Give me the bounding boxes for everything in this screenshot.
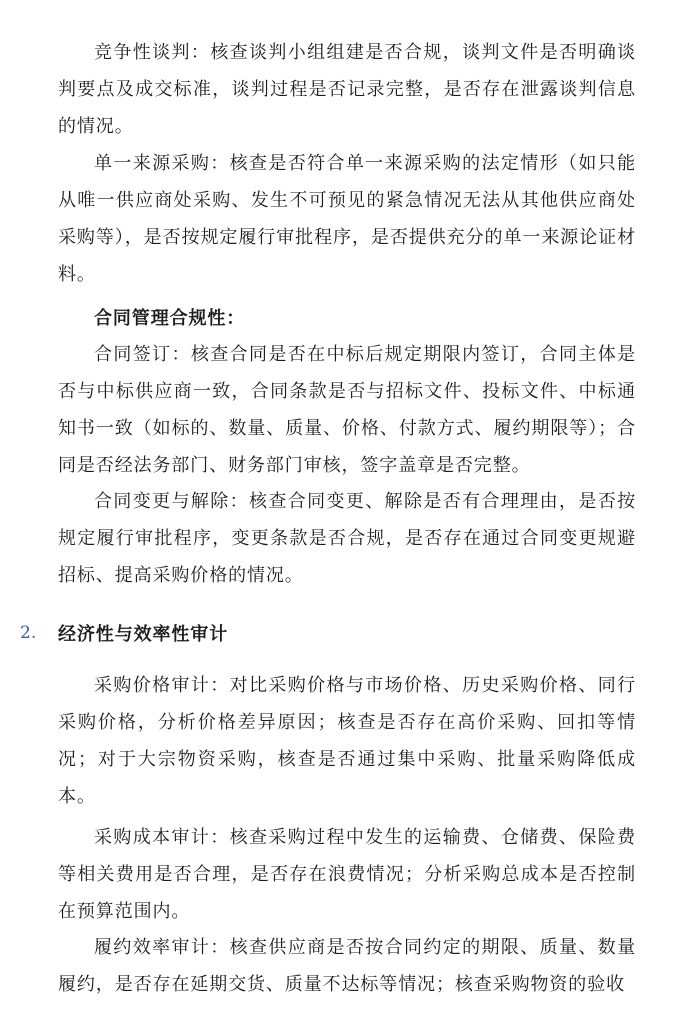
paragraph-contract-signing: 合同签订：核查合同是否在中标后规定期限内签订，合同主体是否与中标供应商一致，合同条款是否与招标文件、投标文件、中标通知书一致（如标的、数量、质量、价格、付款方式、履约期限等）；合同是否经法务部门、财务部门审核，签字盖章是否完整。: [58, 344, 636, 476]
contract-compliance-heading: 合同管理合规性：: [94, 308, 246, 329]
section-title: 经济性与效率性审计: [58, 623, 229, 645]
paragraph-cost-audit: 采购成本审计：核查采购过程中发生的运输费、仓储费、保险费等相关费用是否合理，是否存在浪费情况；分析采购总成本是否控制在预算范围内。: [58, 827, 636, 922]
section-number: 2.: [20, 622, 37, 643]
section-heading: [20, 614, 228, 651]
paragraph-single-source: 单一来源采购：核查是否符合单一来源采购的法定情形（如只能从唯一供应商处采购、发生不可预见的紧急情况无法从其他供应商处采购等），是否按规定履行审批程序，是否提供充分的单一来源论证材料。: [58, 153, 636, 285]
paragraph-price-audit: 采购价格审计：对比采购价格与市场价格、历史采购价格、同行采购价格，分析价格差异原因；核查是否存在高价采购、回扣等情况；对于大宗物资采购，核查是否通过集中采购、批量采购降低成本。: [58, 675, 636, 807]
paragraph-efficiency-audit: 履约效率审计：核查供应商是否按合同约定的期限、质量、数量履约，是否存在延期交货、质量不达标等情况；核查采购物资的验收: [58, 937, 636, 995]
paragraph-contract-change: 合同变更与解除：核查合同变更、解除是否有合理理由，是否按规定履行审批程序，变更条款是否合规，是否存在通过合同变更规避招标、提高采购价格的情况。: [58, 491, 636, 586]
paragraph-competitive-negotiation: 竞争性谈判：核查谈判小组组建是否合规，谈判文件是否明确谈判要点及成交标准，谈判过程是否记录完整，是否存在泄露谈判信息的情况。: [58, 42, 636, 137]
